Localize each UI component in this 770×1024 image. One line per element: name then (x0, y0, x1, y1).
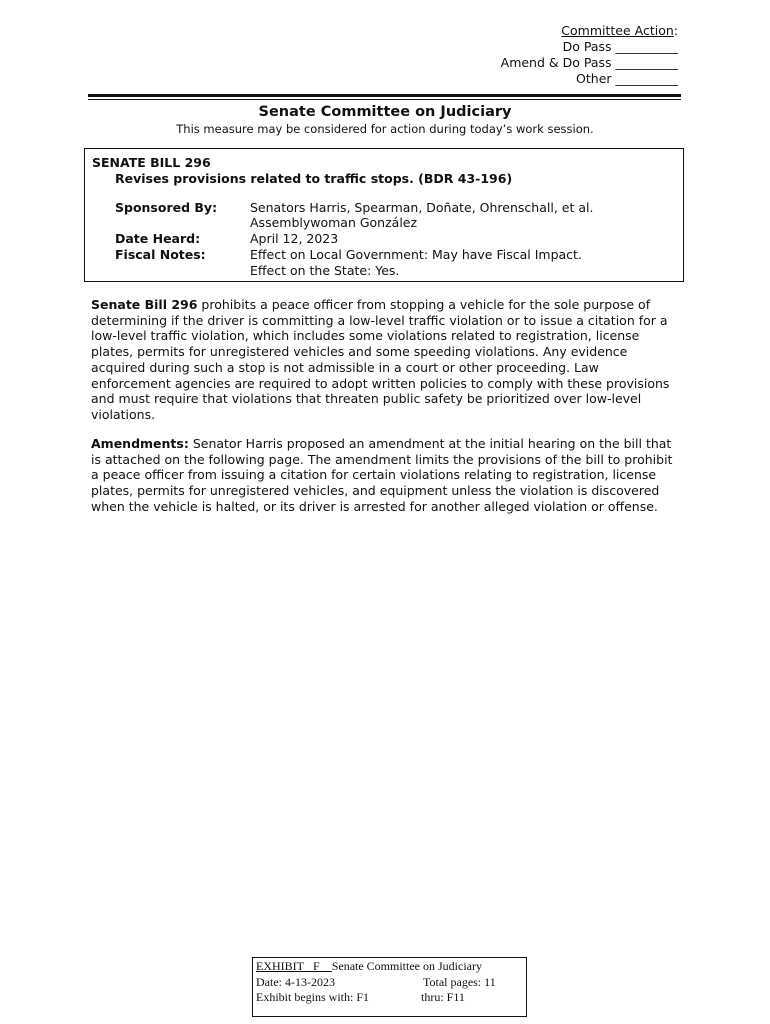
header-rule-thick (88, 94, 681, 97)
exhibit-letter: F (313, 959, 320, 973)
fiscal-notes-value-2: Effect on the State: Yes. (250, 263, 400, 278)
exhibit-date: Date: 4-13-2023 (256, 974, 335, 989)
fiscal-notes-value-1: Effect on Local Government: May have Fiscal Impact. (250, 247, 582, 262)
exhibit-label-underlined (256, 959, 332, 973)
committee-action-heading (561, 23, 678, 39)
exhibit-committee: Senate Committee on Judiciary (331, 959, 482, 973)
paragraph-text-amendments: Senator Harris proposed an amendment at the initial hearing on the bill that is attached on the following page. The amendment limits the provisions of the bill to prohibit a peace officer from issuing a citation for certain violations relating to registration, license plates, permits for unregistered vehicles, and equipment unless the violation is discovered when the vehicle is halted, or its driver is arrested for another alleged violation or offense. (91, 436, 673, 514)
exhibit-row-2 (256, 975, 526, 991)
other-line: Other __________ (576, 71, 678, 86)
exhibit-row-1 (256, 959, 526, 975)
date-heard-label: Date Heard: (115, 231, 201, 246)
fiscal-notes-label: Fiscal Notes: (115, 247, 206, 262)
sponsored-value-1: Senators Harris, Spearman, Doñate, Ohrenschall, et al. (250, 200, 594, 215)
bill-summary-paragraph (91, 297, 681, 423)
paragraph-text-bill: prohibits a peace officer from stopping a vehicle for the sole purpose of determining if the driver is committing a low-level traffic violation or to issue a citation for a low-level traffic violation, which includes some violations related to registration, license plates, permits for unregistered vehicles and some speeding violations. Any evidence acquired during such a stop is not admissible in a court or other proceeding. Law enforcement agencies are required to adopt written policies to comply with these provisions and must require that violations that threaten public safety be prioritized over low-level violations. (91, 297, 670, 422)
exhibit-thru: thru: F11 (421, 990, 465, 1004)
committee-action-colon: : (673, 23, 678, 38)
sponsored-value-2: Assemblywoman González (250, 215, 418, 230)
date-heard-value: April 12, 2023 (250, 231, 339, 246)
exhibit-label: EXHIBIT (256, 959, 304, 973)
bill-description: Revises provisions related to traffic stops. (BDR 43-196) (115, 171, 513, 186)
page-title: Senate Committee on Judiciary (258, 104, 512, 120)
amend-do-pass-line: Amend & Do Pass __________ (500, 55, 678, 70)
exhibit-total-pages: Total pages: 11 (423, 974, 496, 989)
paragraph-lead-bill: Senate Bill 296 (91, 297, 198, 312)
paragraph-lead-amendments: Amendments: (91, 436, 189, 451)
header-rule-thin (88, 99, 681, 100)
exhibit-row-3 (256, 990, 526, 1006)
committee-action-label: Committee Action (561, 23, 674, 38)
bill-number: SENATE BILL 296 (92, 155, 211, 170)
sponsored-label: Sponsored By: (115, 200, 218, 215)
exhibit-begins: Exhibit begins with: F1 (256, 990, 370, 1004)
page-subtitle: This measure may be considered for action during today’s work session. (176, 122, 594, 136)
amendments-paragraph (91, 436, 681, 515)
do-pass-line: Do Pass __________ (562, 39, 678, 54)
exhibit-stamp (252, 957, 527, 1017)
